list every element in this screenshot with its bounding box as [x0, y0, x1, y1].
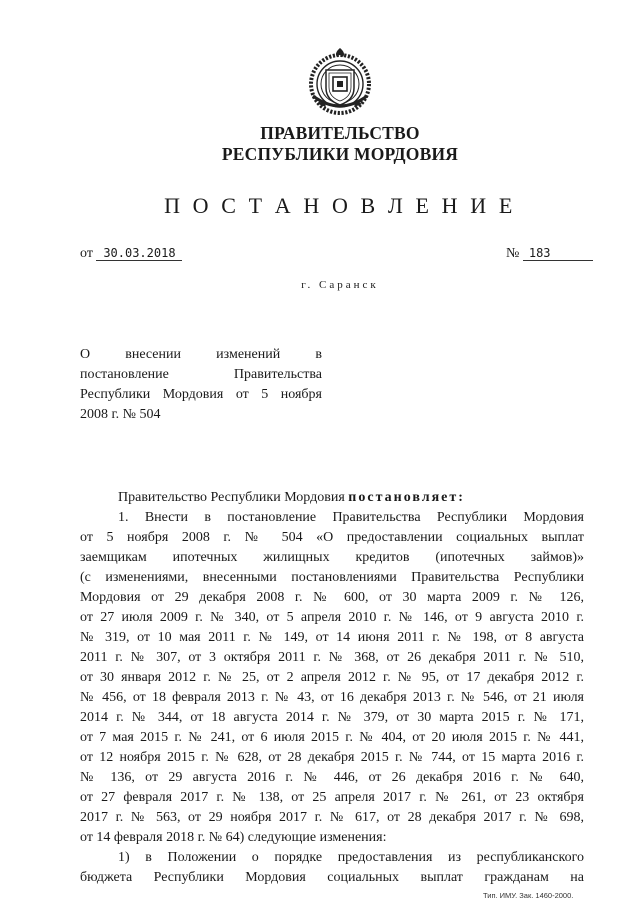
body-line: 1) в Положении о порядке предоставления из республиканского — [118, 850, 584, 865]
org-name-line2: РЕСПУБЛИКИ МОРДОВИЯ — [221, 144, 459, 164]
body-intro — [118, 489, 584, 507]
body-line: № 456, от 18 февраля 2013 г. № 43, от 16 декабря 2013 г. № 546, от 21 июля — [80, 690, 584, 705]
subject-line: 2008 г. № 504 — [80, 407, 161, 422]
body-line: 1. Внести в постановление Правительства Республики Мордовия — [118, 510, 584, 525]
subject-line: О внесении изменений в — [80, 347, 322, 362]
body-line: 2014 г. № 344, от 18 августа 2014 г. № 379, от 30 марта 2015 г. № 171, — [80, 710, 584, 725]
body-line: № 319, от 10 мая 2011 г. № 149, от 14 июня 2011 г. № 198, от 8 августа — [80, 630, 584, 645]
body-line: от 27 февраля 2017 г. № 138, от 25 апреля 2017 г. № 261, от 23 октября — [80, 790, 584, 805]
document-date: 30.03.2018 — [96, 247, 182, 261]
body-line: (с изменениями, внесенными постановлениями Правительства Республики — [80, 570, 584, 585]
date-line — [80, 246, 182, 262]
subject-line: постановление Правительства — [80, 367, 322, 382]
body-intro-text: Правительство Республики Мордовия — [118, 490, 349, 505]
body-line: от 5 ноября 2008 г. № 504 «О предоставлении социальных выплат — [80, 530, 584, 545]
body-line: 2011 г. № 307, от 3 октября 2011 г. № 368, от 26 декабря 2011 г. № 510, — [80, 650, 584, 665]
number-line — [506, 246, 593, 262]
document-number: 183 — [523, 247, 593, 261]
coat-of-arms-icon — [304, 44, 376, 118]
body-intro-verb: постановляет: — [348, 490, 465, 505]
body-line: от 14 февраля 2018 г. № 64) следующие изменения: — [80, 830, 387, 845]
body-line: заемщикам ипотечных жилищных кредитов (ипотечных займов)» — [80, 550, 584, 565]
body-line: № 136, от 29 августа 2016 г. № 446, от 26 декабря 2016 г. № 640, — [80, 770, 584, 785]
org-name-line1: ПРАВИТЕЛЬСТВО — [260, 123, 420, 143]
document-type: П О С Т А Н О В Л Е Н И Е — [164, 193, 516, 218]
body-line: от 12 ноября 2015 г. № 628, от 28 декабря 2015 г. № 744, от 15 марта 2016 г. — [80, 750, 584, 765]
body-line: от 7 мая 2015 г. № 241, от 6 июля 2015 г. № 404, от 20 июля 2015 г. № 441, — [80, 730, 584, 745]
body-line: бюджета Республики Мордовия социальных выплат гражданам на — [80, 870, 584, 885]
date-prefix: от — [80, 246, 93, 261]
body-line: 2017 г. № 563, от 29 ноября 2017 г. № 617, от 28 декабря 2017 г. № 698, — [80, 810, 584, 825]
body-line: от 27 июля 2009 г. № 340, от 5 апреля 2010 г. № 146, от 9 августа 2010 г. — [80, 610, 584, 625]
body-line: Мордовия от 29 декабря 2008 г. № 600, от 30 марта 2009 г. № 126, — [80, 590, 584, 605]
print-mark: Тип. ИМУ. Зак. 1460-2000. — [483, 891, 574, 900]
number-prefix: № — [506, 246, 520, 261]
body-line: от 30 января 2012 г. № 25, от 2 апреля 2012 г. № 95, от 17 декабря 2012 г. — [80, 670, 584, 685]
city: г. Саранск — [301, 279, 379, 291]
subject-line: Республики Мордовия от 5 ноября — [80, 387, 322, 402]
